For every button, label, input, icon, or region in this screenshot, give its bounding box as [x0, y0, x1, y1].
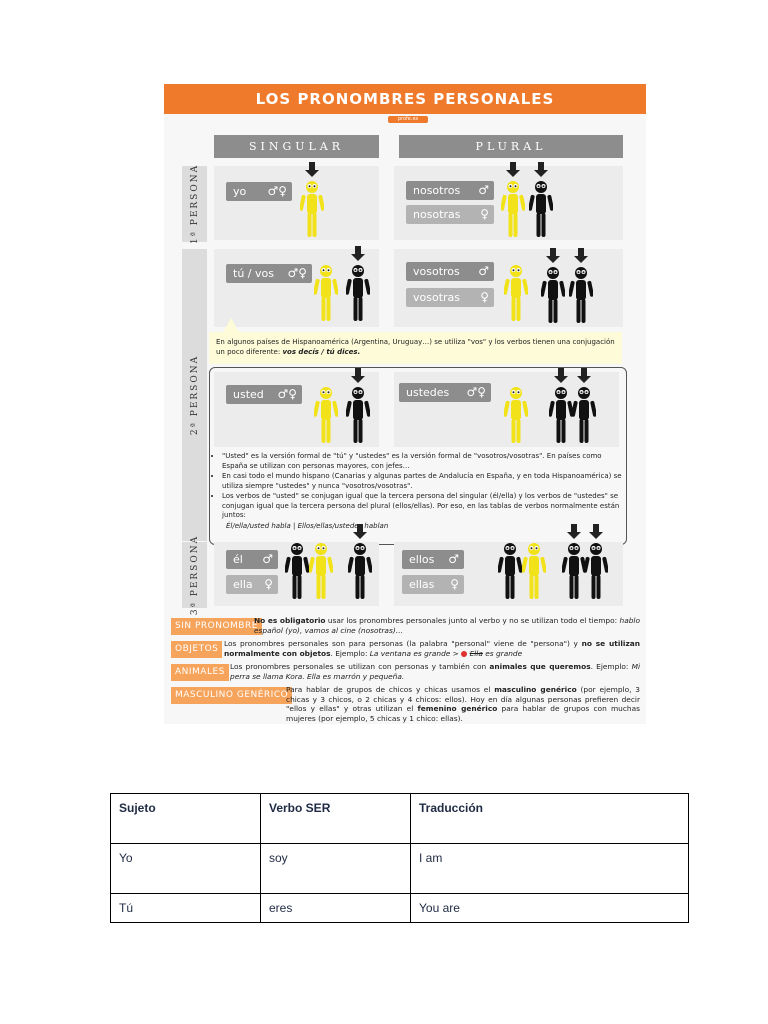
figure-ellos-speaker [522, 542, 546, 600]
male-icon: ♂ [262, 552, 273, 566]
pill-el: él ♂ [226, 550, 278, 569]
figure-listener [314, 264, 338, 322]
pill-ellas: ellas ♀ [402, 575, 464, 594]
figure-el-speaker [285, 542, 309, 600]
tag-objetos: OBJETOS [171, 641, 222, 658]
header-sujeto: Sujeto [111, 794, 261, 844]
male-icon: ♂ [448, 552, 459, 566]
figure-vosotros-2 [569, 266, 593, 324]
figure-usted [346, 386, 370, 444]
figure-listener [504, 386, 528, 444]
header-traduccion: Traducción [411, 794, 689, 844]
male-icon: ♂ [478, 183, 489, 197]
figure-ustedes-2 [572, 386, 596, 444]
figure-nosotros-2 [529, 180, 553, 238]
vos-callout: En algunos países de Hispanoamérica (Argentina, Uruguay…) se utiliza "vos" y los verbos tienen una conjugación un poco diferente: vos decís / tú dices. [209, 332, 622, 364]
primera-persona-label: 1ª PERSONA [182, 166, 207, 242]
pill-yo: yo ♂♀ [226, 182, 292, 201]
usted-note-3: • Los verbos de "usted" se conjugan igual que la tercera persona del singular (él/ella) y los verbos de "ustedes" se conjugan igual que la tercera persona del plural (ellos/ellas). Por eso, en las tablas de verbos normalmente están juntos: [222, 492, 622, 521]
figure-tu [346, 264, 370, 322]
vocab-table [110, 793, 689, 923]
figure-ellos-speaker [498, 542, 522, 600]
cell-verbo: soy [261, 844, 411, 894]
tag-sin-pronombre: SIN PRONOMBRE [171, 618, 262, 635]
singular-header: SINGULAR [214, 135, 379, 158]
cell-sujeto: Tú [111, 894, 261, 923]
male-female-icon: ♂♀ [267, 184, 287, 198]
usted-note-2: • En casi todo el mundo hispano (Canarias y algunas partes de Andalucía en España, y en toda Hispanoamérica) se utiliza siempre "ustedes" y nunca "vosotros/vosotras". [222, 472, 622, 491]
tercera-persona-label: 3ª PERSONA [182, 542, 207, 608]
pill-vosotros: vosotros ♂ [406, 262, 494, 281]
tag-masculino-generico-text: Para hablar de grupos de chicos y chicas usamos el masculino genérico (por ejemplo, 3 chicas y 3 chicos, o 2 chicas y 4 chicos: ellos). Hoy en día algunas personas prefieren decir "ellos y ellas" y otras utilizan el femenino genérico para hablar de grupos con muchas mujeres (por ejemplo, 5 chicas y 1 chico: ellas). [286, 685, 640, 723]
female-icon: ♀ [264, 577, 273, 591]
brand-logo: profe.es [388, 116, 428, 123]
wrong-marker-icon [461, 651, 467, 657]
male-female-icon: ♂♀ [466, 385, 486, 399]
figure-listener [504, 264, 528, 322]
female-icon: ♀ [480, 207, 489, 221]
tag-animales: ANIMALES [171, 664, 229, 681]
cell-traduccion: I am [411, 844, 689, 894]
pill-ella: ella ♀ [226, 575, 278, 594]
male-female-icon: ♂♀ [287, 266, 307, 280]
cell-verbo: eres [261, 894, 411, 923]
plural-header: PLURAL [399, 135, 623, 158]
header-verbo-ser: Verbo SER [261, 794, 411, 844]
usted-note-1: • "Usted" es la versión formal de "tú" y "ustedes" es la versión formal de "vosotros/vosotras". En países como España se utilizan con personas mayores, con jefes… [222, 452, 622, 471]
figure-nosotros-1 [501, 180, 525, 238]
female-icon: ♀ [480, 290, 489, 304]
figure-el-speaker [309, 542, 333, 600]
pill-nosotras: nosotras ♀ [406, 205, 494, 224]
tag-objetos-text: Los pronombres personales son para personas (la palabra "personal" viene de "persona") y no se utilizan normalmente con objetos. Ejemplo: La ventana es grande > Ella es grande [224, 639, 640, 658]
figure-vosotros-1 [541, 266, 565, 324]
pill-usted: usted ♂♀ [226, 385, 302, 404]
cell-sujeto: Yo [111, 844, 261, 894]
figure-listener [314, 386, 338, 444]
cell-traduccion: You are [411, 894, 689, 923]
usted-notes [212, 452, 622, 531]
table-row [111, 844, 689, 894]
figure-ustedes-1 [549, 386, 573, 444]
tag-masculino-generico: MASCULINO GENÉRICO [171, 687, 292, 704]
panel-yo [214, 166, 379, 240]
figure-ellos-1 [562, 542, 586, 600]
table-header-row [111, 794, 689, 844]
figure-el [348, 542, 372, 600]
figure-yo [300, 180, 324, 238]
male-icon: ♂ [478, 264, 489, 278]
infographic-title: LOS PRONOMBRES PERSONALES [164, 84, 646, 114]
pill-ellos: ellos ♂ [402, 550, 464, 569]
figure-ellos-2 [584, 542, 608, 600]
usted-example: Él/ella/usted habla | Ellos/ellas/ustedes hablan [226, 521, 389, 530]
tag-animales-text: Los pronombres personales se utilizan con personas y también con animales que queremos. Ejemplo: Mi perra se llama Kora. Ella es marrón y pequeña. [230, 662, 641, 681]
pill-tu-vos: tú / vos ♂♀ [226, 264, 312, 283]
tag-sin-pronombre-text: No es obligatorio usar los pronombres personales junto al verbo y no se utilizan todo el tiempo: hablo español (yo), vamos al cine (nosotras)… [254, 616, 640, 635]
male-female-icon: ♂♀ [277, 387, 297, 401]
segunda-persona-label: 2ª PERSONA [182, 249, 207, 541]
female-icon: ♀ [450, 577, 459, 591]
table-row [111, 894, 689, 923]
pronouns-infographic [164, 84, 646, 724]
pill-ustedes: ustedes ♂♀ [399, 383, 491, 402]
pill-nosotros: nosotros ♂ [406, 181, 494, 200]
pill-vosotras: vosotras ♀ [406, 288, 494, 307]
